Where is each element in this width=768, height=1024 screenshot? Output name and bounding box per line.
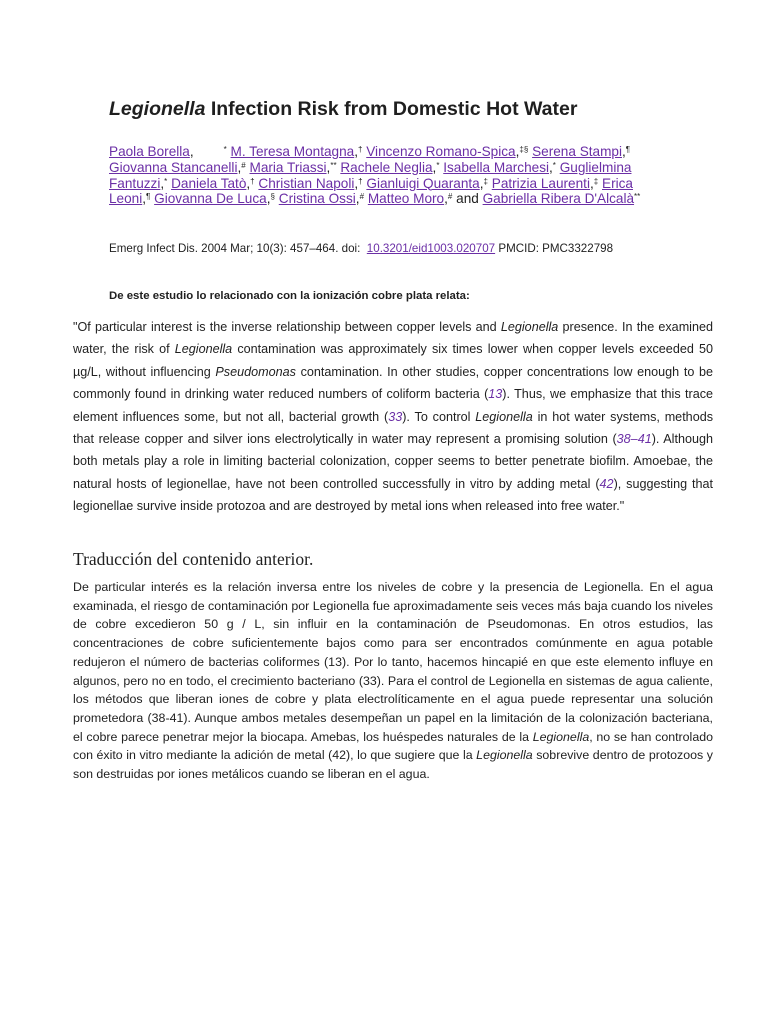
- quote-italic: Legionella: [500, 320, 559, 334]
- doi-link[interactable]: 10.3201/eid1003.020707: [366, 242, 496, 255]
- citation-prefix: Emerg Infect Dis. 2004 Mar; 10(3): 457–464. doi:: [109, 242, 361, 255]
- reference-link[interactable]: 13: [488, 387, 503, 402]
- quote-text: ). Although both metals play a role in limiting bacterial colonization, copper seems to better penetrate biofilm. Amoebae, the natural hosts of legionellae, have not been controlled successfully in vitro by adding metal (: [73, 432, 714, 491]
- author-mark: **: [330, 160, 337, 170]
- translation-italic: Legionella: [476, 748, 533, 763]
- quote-italic: Legionella: [475, 409, 533, 424]
- quote-text: ). To control: [402, 409, 476, 424]
- english-quote: [73, 316, 713, 518]
- quote-text: "Of particular interest is the inverse relationship between copper levels and: [73, 320, 501, 334]
- author-link[interactable]: Cristina Ossi: [278, 191, 356, 207]
- section-label: De este estudio lo relacionado con la ionización cobre plata relata:: [109, 290, 470, 302]
- translation-text: sobrevive dentro de protozoos y son destruidas por iones metálicos cuando se liberan en el agua.: [73, 748, 713, 782]
- author-link[interactable]: Matteo Moro: [367, 191, 445, 207]
- reference-link[interactable]: 42: [599, 476, 614, 491]
- author-mark: ‡§: [519, 145, 529, 154]
- author-mark: ¶: [625, 145, 631, 154]
- author-link[interactable]: Christian Napoli: [258, 175, 355, 191]
- title-italic: Legionella: [109, 98, 206, 120]
- author-link[interactable]: Gabriella Ribera D'Alcalà: [482, 191, 635, 207]
- author-mark: *: [552, 160, 556, 170]
- author-list: Paola Borella, * M. Teresa Montagna,† Vincenzo Romano-Spica,‡§ Serena Stampi,¶ Giovanna Stancanelli,# Maria Triassi,** Rachele Neglia,* Isabella Marchesi,* Guglielmina Fantuzzi,* Daniela Tatò,† Christian Napoli,† Gianluigi Quaranta,‡ Patrizia Laurenti,‡ Erica Leoni,¶ Giovanna De Luca,§ Cristina Ossi,# Matteo Moro,# and Gabriella Ribera D'Alcalà**: [109, 144, 641, 207]
- author-link[interactable]: Rachele Neglia: [340, 159, 433, 175]
- quote-text: contamination. In other studies, copper concentrations low enough to be commonly found in drinking water reduced numbers of coliform bacteria (: [73, 364, 713, 402]
- author-link[interactable]: Giovanna Stancanelli: [109, 159, 238, 175]
- author-link[interactable]: Vincenzo Romano-Spica: [366, 144, 516, 159]
- quote-text: contamination was approximately six times lower when copper levels exceeded 50 µg/L, without influencing: [73, 342, 713, 379]
- author-link[interactable]: Serena Stampi: [532, 144, 622, 159]
- quote-text: presence. In the examined water, the risk of: [73, 320, 713, 357]
- author-mark: ¶: [146, 192, 151, 202]
- quote-italic: Legionella: [174, 342, 233, 357]
- citation-line: [109, 242, 709, 255]
- author-mark: **: [634, 192, 641, 202]
- pmcid: PMCID: PMC3322798: [498, 242, 614, 255]
- author-mark: ‡: [483, 176, 488, 186]
- author-link[interactable]: Erica Leoni: [109, 175, 633, 207]
- author-mark: #: [359, 192, 365, 202]
- author-mark: †: [250, 176, 255, 186]
- author-mark: *: [223, 145, 227, 154]
- author-mark: ‡: [593, 176, 599, 186]
- quote-text: in hot water systems, methods that release copper and silver ions electrolytically in water may represent a promising solution (: [73, 409, 713, 447]
- author-link[interactable]: Daniela Tatò: [171, 175, 247, 191]
- quote-text: ). Thus, we emphasize that this trace element influences some, but not all, bacterial growth (: [73, 387, 714, 424]
- reference-link[interactable]: 33: [388, 409, 403, 424]
- translation-text: De particular interés es la relación inversa entre los niveles de cobre y la presencia de Legionella. En el agua examinada, el riesgo de contaminación por Legionella fue aproximadamente seis veces más baja cuando los niveles de cobre excedieron 50 g / L, sin influir en la contaminación de Pseudomonas. En otros estudios, las concentraciones de cobre suficientemente bajos como para ser encontrados comúnmente en agua potable redujeron el número de bacterias coliformes (13). Por lo tanto, hacemos hincapié en que este elemento influye en algunos, pero no en todo, el crecimiento bacteriano (33). Para el control de Legionella en sistemas de agua caliente, los métodos que liberan iones de cobre y plata electrolíticamente en el agua puede representar una solución prometedora (38-41). Aunque ambos metales desempeñan un papel en la limitación de la colonización bacteriana, el cobre parece penetrar mejor la biocapa. Amebas, los huéspedes naturales de la: [73, 580, 713, 744]
- translation-heading: Traducción del contenido anterior.: [73, 549, 314, 569]
- reference-link[interactable]: 38: [616, 432, 631, 447]
- author-link[interactable]: Patrizia Laurenti: [491, 175, 590, 191]
- article-title: [109, 98, 729, 121]
- author-mark: #: [241, 160, 246, 170]
- author-link[interactable]: Gianluigi Quaranta: [366, 175, 480, 191]
- author-mark: #: [447, 192, 453, 202]
- translation-italic: Legionella: [532, 729, 590, 744]
- author-mark: †: [358, 145, 363, 154]
- reference-link[interactable]: –: [630, 432, 638, 447]
- author-link[interactable]: Isabella Marchesi: [443, 159, 550, 175]
- author-link[interactable]: Guglielmina Fantuzzi: [109, 159, 632, 191]
- author-link[interactable]: M. Teresa Montagna: [230, 144, 355, 159]
- authors-and: and: [456, 191, 479, 207]
- spanish-translation: [73, 578, 713, 784]
- translation-text: , no se han controlado con éxito in vitro mediante la adición de metal (42), lo que sugiere que la: [73, 729, 713, 763]
- quote-text: ), suggesting that legionellae survive inside protozoa and are destroyed by metal ions when released into free water.": [73, 476, 713, 514]
- author-link[interactable]: Maria Triassi: [249, 159, 327, 175]
- quote-italic: Pseudomonas: [215, 364, 296, 379]
- reference-link[interactable]: 41: [637, 432, 652, 447]
- author-mark: *: [164, 176, 168, 186]
- author-link[interactable]: Paola Borella: [109, 144, 190, 159]
- author-mark: §: [270, 192, 275, 202]
- author-mark: †: [358, 176, 363, 186]
- author-link[interactable]: Giovanna De Luca: [154, 191, 267, 207]
- title-rest: Infection Risk from Domestic Hot Water: [205, 98, 578, 120]
- author-mark: *: [436, 160, 440, 170]
